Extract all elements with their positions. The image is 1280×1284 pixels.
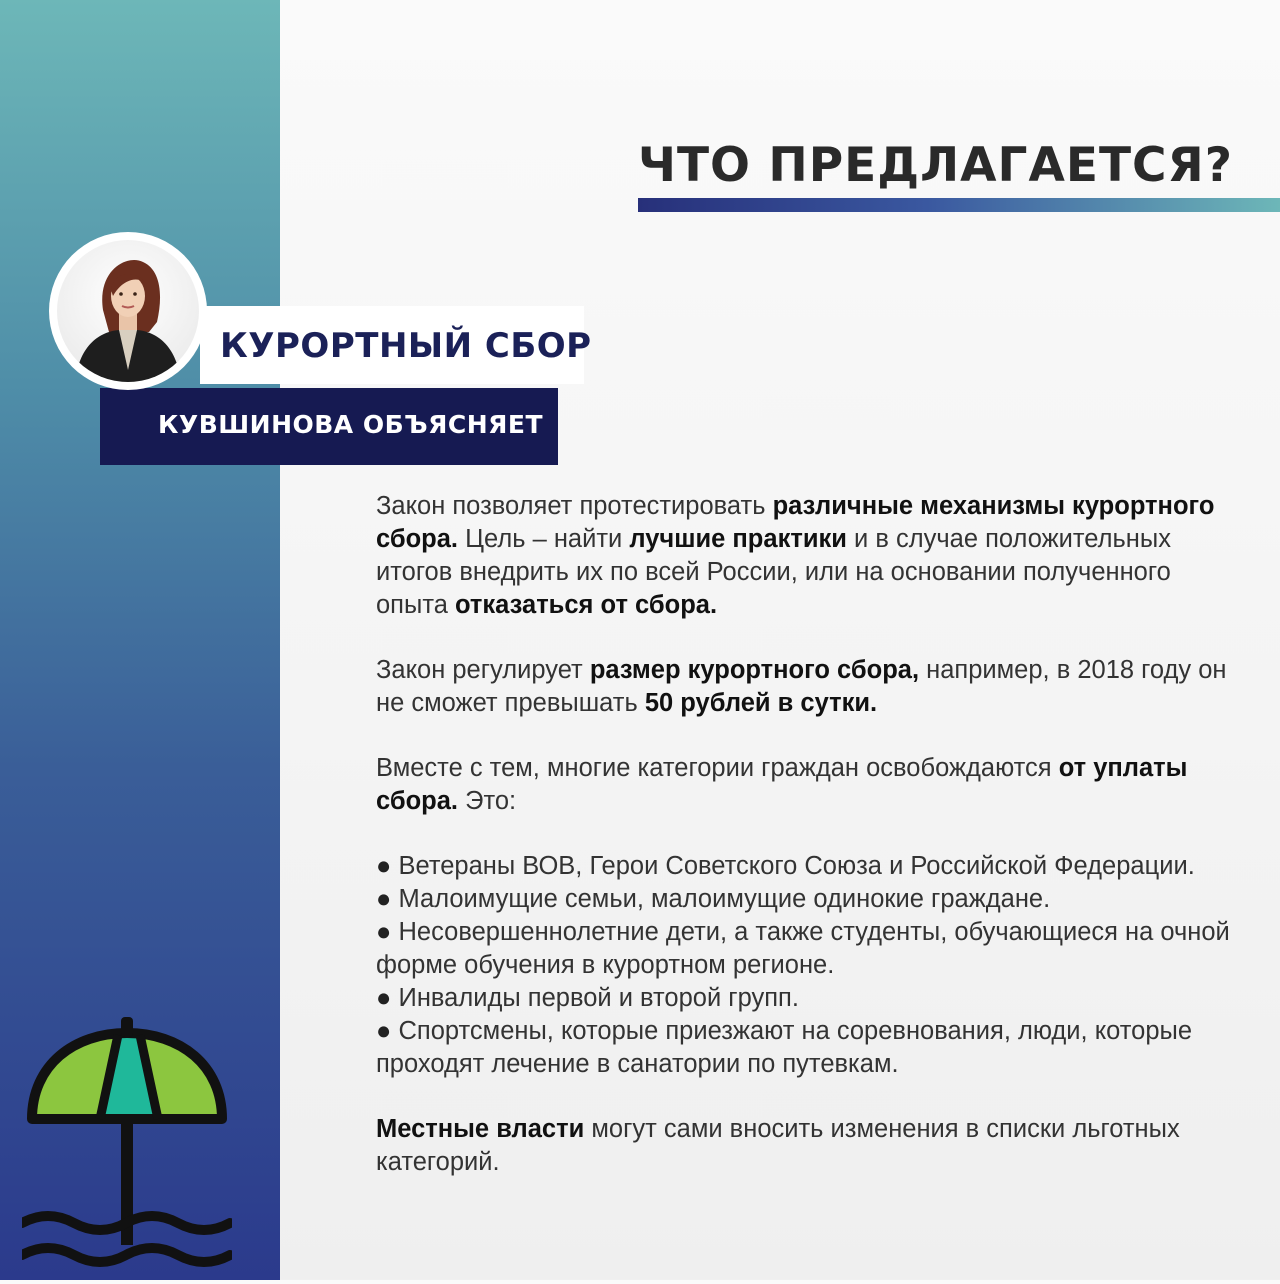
beach-umbrella-icon [22, 1015, 232, 1284]
exemption-list [376, 850, 1246, 1081]
body-text [376, 490, 1246, 1211]
list-item: ● Несовершеннолетние дети, а также студенты, обучающиеся на очной форме обучения в курортном регионе. [376, 916, 1246, 982]
avatar [49, 232, 207, 390]
list-item: ● Ветераны ВОВ, Герои Советского Союза и Российской Федерации. [376, 850, 1246, 883]
topic-label [200, 306, 592, 384]
person-portrait-icon [57, 240, 199, 382]
list-item: ● Малоимущие семьи, малоимущие одинокие граждане. [376, 883, 1246, 916]
paragraph-exemptions: Вместе с тем, многие категории граждан освобождаются от уплаты сбора. Это: [376, 754, 1188, 815]
subtitle-label-text: КУВШИНОВА ОБЪЯСНЯЕТ [158, 410, 544, 439]
subtitle-label [100, 388, 558, 465]
topic-label-text: КУРОРТНЫЙ СБОР [220, 326, 592, 366]
page-title: ЧТО ПРЕДЛАГАЕТСЯ? [638, 138, 1233, 193]
list-item: ● Спортсмены, которые приезжают на соревнования, люди, которые проходят лечение в санатории по путевкам. [376, 1015, 1246, 1081]
paragraph-fee-size: Закон регулирует размер курортного сбора, например, в 2018 году он не сможет превышать 50 рублей в сутки. [376, 656, 1227, 717]
paragraph-local-authorities: Местные власти могут сами вносить изменения в списки льготных категорий. [376, 1115, 1180, 1176]
title-underline [638, 198, 1280, 212]
paragraph-mechanisms: Закон позволяет протестировать различные механизмы курортного сбора. Цель – найти лучшие практики и в случае положительных итогов внедрить их по всей России, или на основании полученного опыта отказаться от сбора. [376, 492, 1215, 619]
list-item: ● Инвалиды первой и второй групп. [376, 982, 1246, 1015]
